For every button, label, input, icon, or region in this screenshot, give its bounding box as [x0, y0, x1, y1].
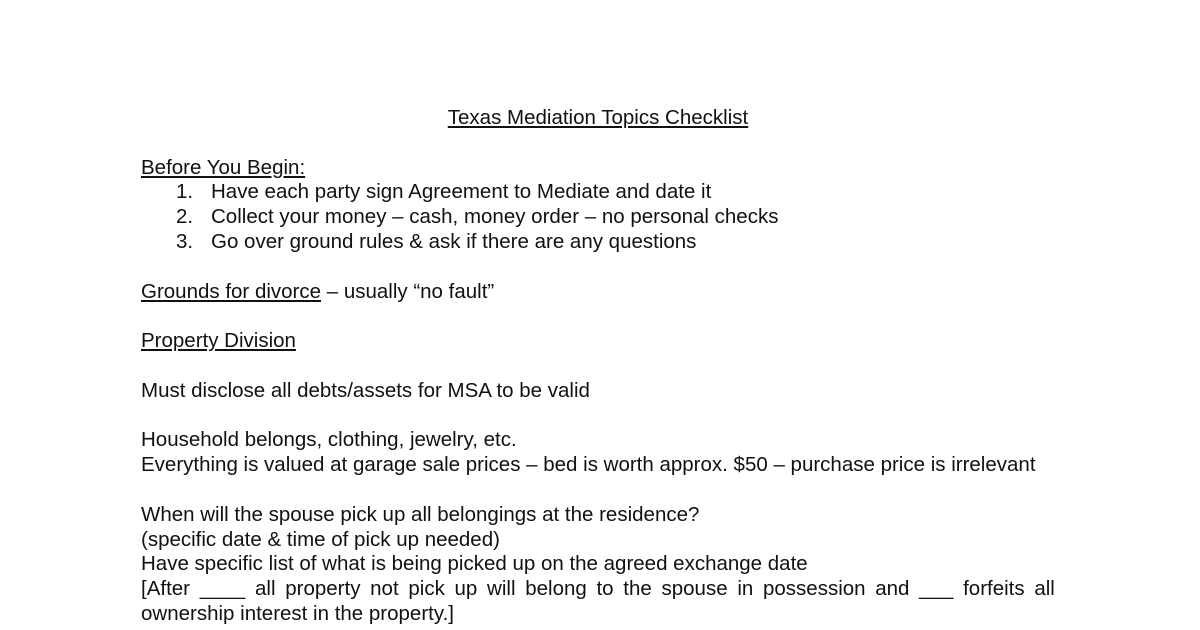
clause-word: will — [487, 577, 516, 601]
spacer — [141, 354, 1055, 379]
clause-word: all — [1034, 577, 1055, 601]
spacer — [141, 404, 1055, 429]
clause-blank: ____ — [199, 577, 246, 601]
list-item-text: Collect your money – cash, money order – no personal checks — [211, 205, 779, 229]
clause-word: the — [623, 577, 652, 601]
grounds-for-divorce-line — [141, 280, 1055, 305]
document-body — [141, 106, 1055, 627]
after-clause-line — [141, 577, 1055, 602]
document-title: Texas Mediation Topics Checklist — [447, 106, 749, 129]
grounds-heading: Grounds for divorce — [141, 279, 322, 303]
list-item-number: 3. — [176, 229, 194, 253]
list-item-text: Have each party sign Agreement to Mediate and date it — [211, 180, 712, 204]
spacer — [141, 478, 1055, 503]
clause-word: possession — [762, 577, 866, 601]
clause-word: in — [737, 577, 754, 601]
disclose-paragraph: Must disclose all debts/assets for MSA to be valid — [141, 378, 590, 402]
clause-word: up — [454, 577, 478, 601]
list-item-number: 2. — [176, 205, 194, 229]
property-division-line — [141, 329, 1055, 354]
pickup-question-line: When will the spouse pick up all belongings at the residence? — [141, 502, 700, 526]
spacer — [141, 304, 1055, 329]
before-you-begin-heading — [141, 156, 1055, 181]
steps-list — [141, 180, 1055, 254]
clause-word: [After — [141, 577, 190, 601]
clause-word: belong — [525, 577, 587, 601]
valued-line: Everything is valued at garage sale prices – bed is worth approx. $50 – purchase price is irrelevant — [141, 453, 1036, 477]
before-you-begin-label: Before You Begin: — [141, 155, 306, 179]
clause-word: forfeits — [963, 577, 1025, 601]
clause-word: spouse — [661, 577, 728, 601]
list-item-number: 1. — [176, 180, 194, 204]
clause-word: property — [285, 577, 361, 601]
pickup-list-line: Have specific list of what is being picked up on the agreed exchange date — [141, 552, 808, 576]
list-item-text: Go over ground rules & ask if there are any questions — [211, 229, 697, 253]
list-item — [141, 205, 1055, 230]
list-item — [141, 180, 1055, 205]
list-item — [141, 230, 1055, 255]
clause-word: not — [370, 577, 399, 601]
pickup-note-line: (specific date & time of pick up needed) — [141, 527, 500, 551]
clause-word: to — [596, 577, 614, 601]
clause-word: all — [255, 577, 276, 601]
after-clause-continuation: ownership interest in the property.] — [141, 601, 454, 625]
household-line: Household belongs, clothing, jewelry, etc. — [141, 428, 517, 452]
clause-blank: ___ — [919, 577, 954, 601]
clause-word: pick — [408, 577, 445, 601]
grounds-text: – usually “no fault” — [321, 279, 495, 303]
property-division-heading: Property Division — [141, 329, 296, 353]
spacer — [141, 255, 1055, 280]
clause-word: and — [875, 577, 910, 601]
